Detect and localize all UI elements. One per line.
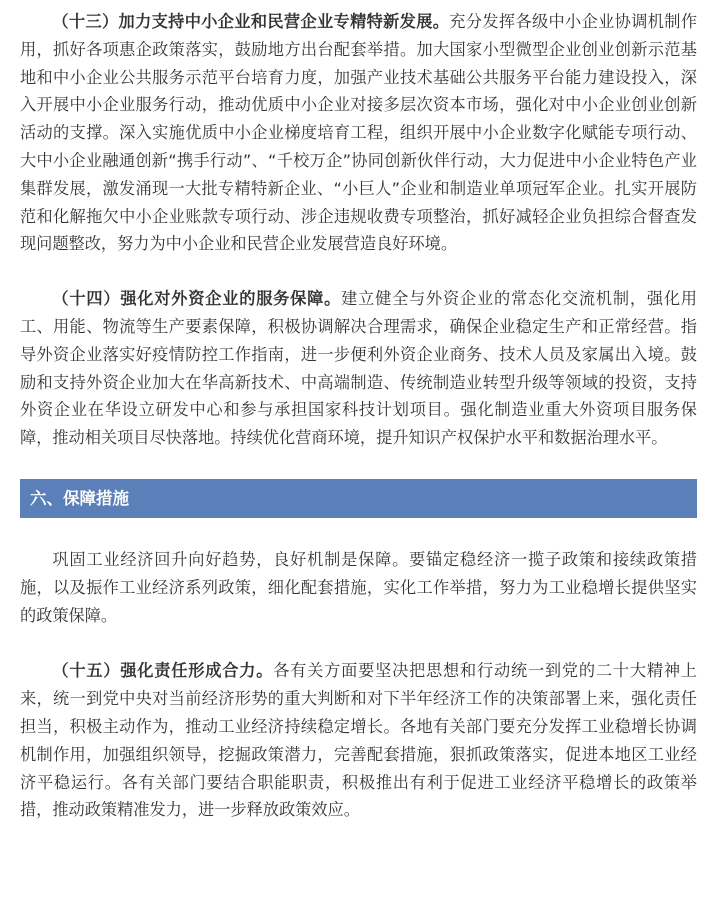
section-title: 六、保障措施 (30, 488, 129, 508)
section-intro-paragraph (20, 546, 697, 629)
article-body (20, 8, 697, 824)
paragraph-14 (20, 285, 697, 452)
paragraph-14-heading: （十四）强化对外资企业的服务保障。 (52, 289, 342, 309)
paragraph-14-text: 建立健全与外资企业的常态化交流机制，强化用工、用能、物流等生产要素保障，积极协调解决合理需求，确保企业稳定生产和正常经营。指导外资企业落实好疫情防控工作指南，进一步便利外资企业商务、技术人员及家属出入境。鼓励和支持外资企业加大在华高新技术、中高端制造、传统制造业转型升级等领域的投资，支持外资企业在华设立研发中心和参与承担国家科技计划项目。强化制造业重大外资项目服务保障，推动相关项目尽快落地。持续优化营商环境，提升知识产权保护水平和数据治理水平。 (20, 289, 697, 448)
paragraph-13 (20, 8, 697, 258)
paragraph-15-text: 各有关方面要坚决把思想和行动统一到党的二十大精神上来，统一到党中央对当前经济形势的重大判断和对下半年经济工作的决策部署上来，强化责任担当，积极主动作为，推动工业经济持续稳定增长。各地有关部门要充分发挥工业稳增长协调机制作用，加强组织领导，挖掘政策潜力，完善配套措施，狠抓政策落实，促进本地区工业经济平稳运行。各有关部门要结合职能职责，积极推出有利于促进工业经济平稳增长的政策举措，推动政策精准发力，进一步释放政策效应。 (20, 661, 697, 820)
paragraph-15-heading: （十五）强化责任形成合力。 (52, 661, 274, 681)
paragraph-15 (20, 657, 697, 824)
section-intro-text: 巩固工业经济回升向好趋势，良好机制是保障。要锚定稳经济一揽子政策和接续政策措施，以及振作工业经济系列政策，细化配套措施，实化工作举措，努力为工业稳增长提供坚实的政策保障。 (20, 549, 697, 625)
paragraph-13-text: 充分发挥各级中小企业协调机制作用，抓好各项惠企政策落实，鼓励地方出台配套举措。加大国家小型微型企业创业创新示范基地和中小企业公共服务示范平台培育力度，加强产业技术基础公共服务平台能力建设投入，深入开展中小企业服务行动，推动优质中小企业对接多层次资本市场，强化对中小企业创业创新活动的支撑。深入实施优质中小企业梯度培育工程，组织开展中小企业数字化赋能专项行动、大中小企业融通创新“携手行动”、“千校万企”协同创新伙伴行动，大力促进中小企业特色产业集群发展，激发涌现一大批专精特新企业、“小巨人”企业和制造业单项冠军企业。扎实开展防范和化解拖欠中小企业账款专项行动、涉企违规收费专项整治，抓好减轻企业负担综合督查发现问题整改，努力为中小企业和民营企业发展营造良好环境。 (20, 12, 698, 254)
section-heading-bar (20, 479, 697, 518)
paragraph-13-heading: （十三）加力支持中小企业和民营企业专精特新发展。 (52, 12, 450, 31)
